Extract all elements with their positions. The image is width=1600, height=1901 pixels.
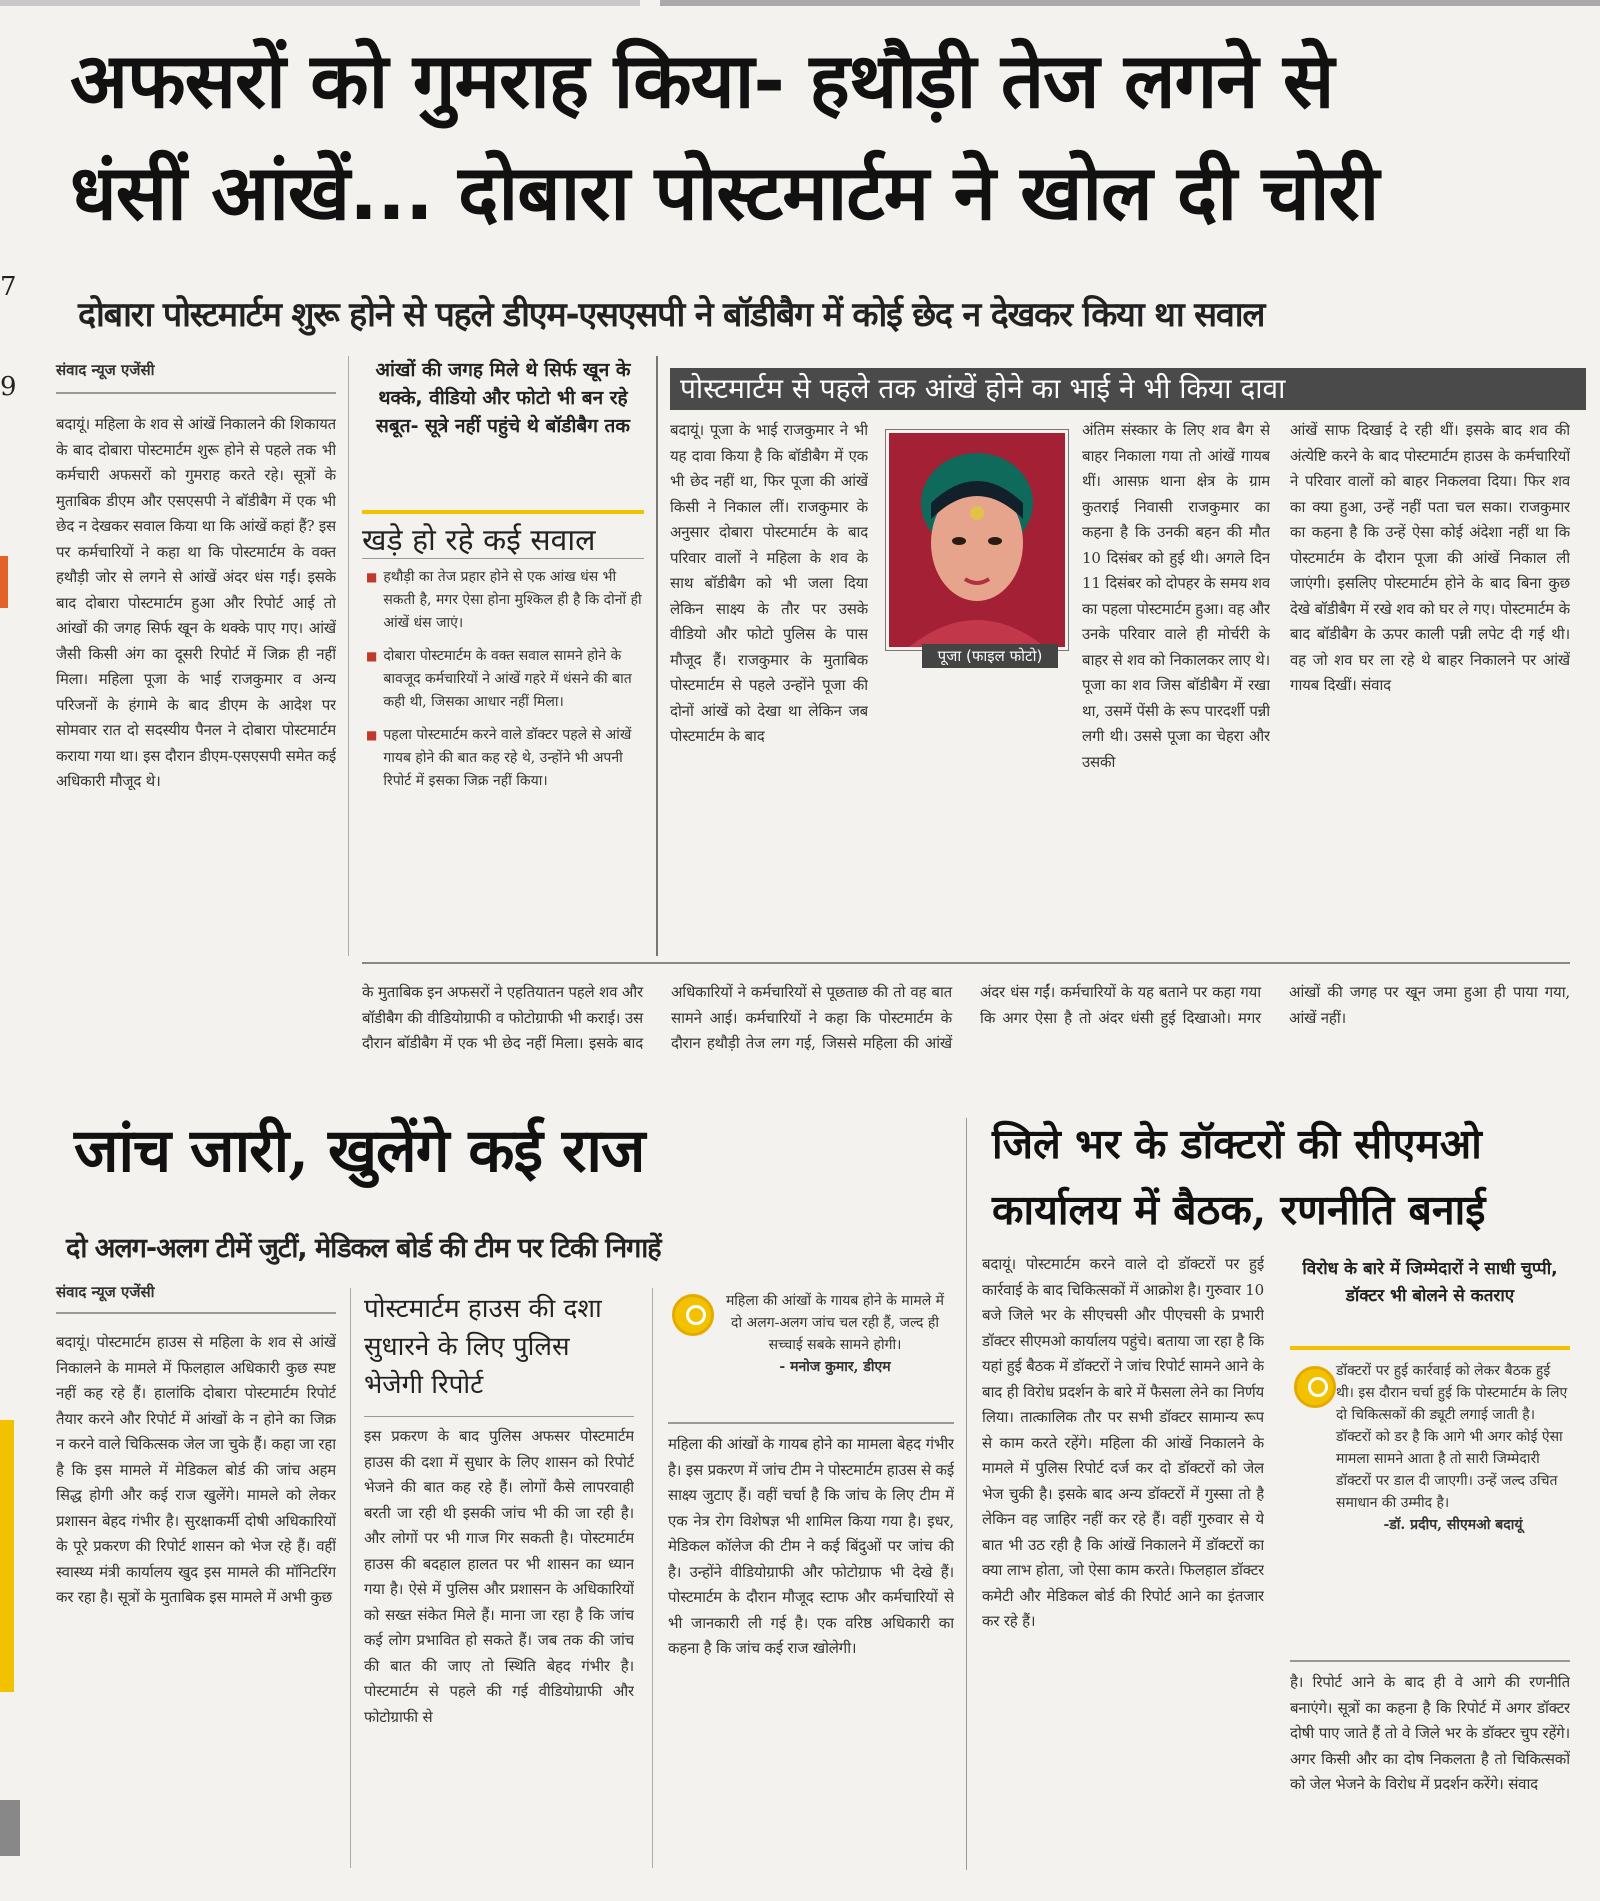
edge-gray-mark — [0, 1800, 20, 1856]
probe-headline: जांच जारी, खुलेंगे कई राज — [74, 1116, 645, 1186]
doctors-story-col1: बदायूं। पोस्टमार्टम करने वाले दो डॉक्टरों पर हुई कार्रवाई के बाद चिकित्सकों में आक्रोश है। गुरुवार 10 बजे जिले भर के सीएचसी और पीएचसी के प्रभारी डॉक्टर सीएमओ कार्यालय पहुंचे। बताया जा रहा है कि यहां हुई बैठक में डॉक्टरों ने जांच रिपोर्ट सामने आने के बाद ही विरोध प्रदर्शन के बारे में फैसला लेने का निर्णय लिया। तात्कालिक तौर पर सभी डॉक्टर सामान्य रूप से काम करते रहेंगे। महिला की आंखें निकालने के मामले में पुलिस रिपोर्ट दर्ज कर दो डॉक्टरों को जेल भेज चुकी है। इसके बाद अन्य डॉक्टरों में गुस्सा तो है लेकिन वह जाहिर नहीं कर रहे हैं। वहीं गुरुवार से ये बात भी उठ रही है कि आंखें निकालने में डॉक्टरों का क्या लाभ होता, जो ऐसा काम करते। फिलहाल डॉक्टर कमेटी और मेडिकल बोर्ड की रिपोर्ट आने का इंतजार कर रहे हैं। — [982, 1255, 1264, 1630]
portrait-image — [889, 433, 1065, 647]
bullet-icon: ■ — [366, 728, 378, 742]
question-item — [366, 645, 644, 714]
question-text: पहला पोस्टमार्टम करने वाले डॉक्टर पहले से आंखें गायब होने की बात कह रहे थे, उन्होंने भी अपनी रिपोर्ट में इसका जिक्र नहीं किया। — [383, 727, 632, 789]
edge-mark: 9 — [0, 372, 17, 402]
byline-rule — [56, 1312, 336, 1314]
probe-subheadline: दो अलग-अलग टीमें जुटीं, मेडिकल बोर्ड की टीम पर टिकी निगाहें — [66, 1233, 661, 1264]
vertical-rule — [652, 1288, 653, 1868]
top-sidebox-title: आंखों की जगह मिले थे सिर्फ खून के थक्के, वीडियो और फोटो भी बन रहे सबूत- सूत्रे नहीं पहुंचे थे बॉडीबैग तक — [375, 359, 631, 437]
byline-rule — [56, 392, 336, 394]
vertical-rule — [966, 1118, 967, 1870]
question-item — [366, 724, 644, 793]
doctors-sidebox-title: विरोध के बारे में जिम्मेदारों ने साधी चुप्पी, डॉक्टर भी बोलने से कतराए — [1302, 1259, 1558, 1306]
question-item — [366, 566, 644, 635]
edge-orange-mark — [0, 556, 8, 608]
top-headline-line1: अफसरों को गुमराह किया- हथौड़ी तेज लगने से — [70, 36, 1334, 125]
doctors-quote-author: -डॉ. प्रदीप, सीएमओ बदायूं — [1383, 1517, 1523, 1533]
doctors-headline-line2: कार्यालय में बैठक, रणनीति बनाई — [992, 1186, 1486, 1234]
doctors-yellow-rule — [1290, 1346, 1570, 1350]
sidebox-yellow-rule — [362, 510, 644, 514]
doctors-story-col3: है। रिपोर्ट आने के बाद ही वे आगे की रणनीति बनाएंगे। सूत्रों का कहना है कि रिपोर्ट में अगर डॉक्टर दोषी पाए जाते हैं तो वे जिले भर के डॉक्टर चुप रहेंगे। अगर किसी और का दोष निकलता है तो चिकित्सकों को जेल भेजने के विरोध में प्रदर्शन करेंगे। संवाद — [1290, 1673, 1570, 1793]
edge-mark: 7 — [0, 272, 17, 302]
top-headline-line2: धंसीं आंखें... दोबारा पोस्टमार्टम ने खोल दी चोरी — [70, 148, 1379, 237]
probe-quote-author: - मनोज कुमार, डीएम — [779, 1359, 891, 1375]
vertical-rule — [656, 356, 658, 956]
question-text: दोबारा पोस्टमार्टम के वक्त सवाल सामने होने के बावजूद कर्मचारियों ने आंखें गहरे में धंसने की बात कही थी, जिसका आधार नहीं मिला। — [383, 648, 632, 710]
brother-story-col1: बदायूं। पूजा के भाई राजकुमार ने भी यह दावा किया है कि बॉडीबैग में एक भी छेद नहीं था, फिर पूजा की आंखें किसी ने निकाल लीं। राजकुमार के अनुसार दोबारा पोस्टमार्टम के बाद परिवार वालों ने महिला के शव के साथ बॉडीबैग को भी जला दिया लेकिन साक्ष्य के तौर पर उसके वीडियो और फोटो पुलिस के पास मौजूद हैं। राजकुमार के मुताबिक पोस्टमार्टम से पहले उन्होंने पूजा की दोनों आंखें को देखा था लेकिन जब पोस्टमार्टम के बाद — [670, 421, 868, 745]
sub2-rule — [364, 1416, 634, 1417]
continuation-rule — [362, 962, 1570, 964]
top-story-col1: बदायूं। महिला के शव से आंखें निकालने की शिकायत के बाद दोबारा पोस्टमार्टम शुरू होने से पहले तक भी कर्मचारी अफसरों को गुमराह करते रहे। सूत्रों के मुताबिक डीएम और एसएसपी ने बॉडीबैग में एक भी छेद न देखकर सवाल किया था कि आंखें कहां हैं? इस पर कर्मचारियों ने कहा था कि पोस्टमार्टम के वक्त हथौड़ी जोर से लगने से आंखें अंदर धंस गईं। इसके बाद दोबारा पोस्टमार्टम हुआ और रिपोर्ट आई तो आंखों की जगह सिर्फ खून के थक्के पाए गए। आंखें जैसी किसी अंग का दूसरी रिपोर्ट में जिक्र ही नहीं मिला। महिला पूजा के भाई राजकुमार व अन्य परिजनों के हंगामे के बाद डीएम के आदेश पर सोमवार रात दो सदस्यीय पैनल ने दोबारा पोस्टमार्टम कराया गया था। इस दौरान डीएम-एसएसपी समेत कई अधिकारी मौजूद थे। — [56, 415, 336, 790]
question-text: हथौड़ी का तेज प्रहार होने से एक आंख धंस भी सकती है, मगर ऐसा होना मुश्किल ही है कि दोनों ही आंखें धंस जाएं। — [383, 569, 642, 631]
quote-rule — [668, 1422, 954, 1424]
questions-title: खड़े हो रहे कई सवाल — [362, 523, 596, 558]
questions-list — [366, 566, 644, 803]
doctors-headline-line1: जिले भर के डॉक्टरों की सीएमओ — [992, 1120, 1482, 1168]
probe-sub2-title: पोस्टमार्टम हाउस की दशा सुधारने के लिए पुलिस भेजेगी रिपोर्ट — [364, 1294, 602, 1400]
vertical-rule — [348, 356, 349, 956]
top-byline: संवाद न्यूज एजेंसी — [56, 361, 155, 379]
brother-story-col2: अंतिम संस्कार के लिए शव बैग से बाहर निकाला गया तो आंखें गायब थीं। आसफ़ थाना क्षेत्र के ग्राम कुतराई निवासी राजकुमार का कहना है कि उनकी बहन की मौत 10 दिसंबर को हुई थी। अगले दिन 11 दिसंबर को दोपहर के समय शव का पहला पोस्टमार्टम हुआ। वह और उनके परिवार वाले ही मोर्चरी के बाहर से शव को निकालकर लाए थे। पूजा का शव जिस बॉडीबैग में रखा था, उसमें पेंसी के रूप पारदर्शी पन्नी लगी थी। उससे पूजा का चेहरा और उसकी — [1082, 421, 1270, 771]
doctors-quote-text: डॉक्टरों पर हुई कार्रवाई को लेकर बैठक हुई थी। इस दौरान चर्चा हुई कि पोस्टमार्टम के लिए दो चिकित्सकों की ड्यूटी लगाई जाती है। डॉक्टरों को डर है कि आगे भी अगर कोई ऐसा मामला सामने आता है तो सारी जिम्मेदारी डॉक्टरों पर डाल दी जाएगी। उन्हें जल्द उचित समाधान की उम्मीद है। — [1336, 1363, 1568, 1511]
bullet-icon: ■ — [366, 649, 378, 663]
probe-quote — [720, 1290, 950, 1378]
doctors-quote — [1336, 1360, 1570, 1536]
questions-rule — [362, 558, 644, 559]
top-border — [0, 0, 640, 6]
brother-story-banner: पोस्टमार्टम से पहले तक आंखें होने का भाई ने भी किया दावा — [670, 368, 1586, 410]
probe-story-col1: बदायूं। पोस्टमार्टम हाउस से महिला के शव से आंखें निकालने के मामले में फिलहाल अधिकारी कुछ स्पष्ट नहीं कह रहे हैं। हालांकि दोबारा पोस्टमार्टम रिपोर्ट तैयार करने और रिपोर्ट में आंखों के न होने का जिक्र न करने वाले चिकित्सक जेल जा चुके हैं। कहा जा रहा है कि इस मामले में मेडिकल बोर्ड की जांच अहम सिद्ध होगी और कई राज खुलेंगे। मामले को लेकर प्रशासन बेहद गंभीर है। सुरक्षाकर्मी दोषी अधिकारियों के पूरे प्रकरण की रिपोर्ट शासन को भेज रहे हैं। वहीं स्वास्थ्य मंत्री कार्यालय खुद इस मामले की मॉनिटरिंग कर रहा है। सूत्रों के मुताबिक इस मामले में अभी कुछ — [56, 1333, 336, 1606]
probe-sub2-text: इस प्रकरण के बाद पुलिस अफसर पोस्टमार्टम हाउस की दशा में सुधार के लिए शासन को रिपोर्ट भेजने की बात कह रहे हैं। लोगों कैसे लापरवाही बरती जा रही थी इसकी जांच भी की जा रही है। और लोगों पर भी गाज गिर सकती है। पोस्टमार्टम हाउस की बदहाल हालत पर भी शासन का ध्यान गया है। ऐसे में पुलिस और प्रशासन के अधिकारियों को सख्त संकेत मिले हैं। माना जा रहा है कि जांच कई लोग प्रभावित हो सकते हैं। जब तक की जांच की बात की जाए तो स्थिति बेहद गंभीर है। पोस्टमार्टम से पहले की गई वीडियोग्राफी और फोटोग्राफी से — [364, 1427, 634, 1726]
probe-story-col3: महिला की आंखों के गायब होने का मामला बेहद गंभीर है। इस प्रकरण में जांच टीम ने पोस्टमार्टम हाउस से कई साक्ष्य जुटाए हैं। वहीं चर्चा है कि जांच के लिए टीम में एक नेत्र रोग विशेषज्ञ भी शामिल किया गया है। इधर, मेडिकल कॉलेज की टीम ने कई बिंदुओं पर जांच की है। उन्होंने वीडियोग्राफी और फोटोग्राफ भी देखे हैं। पोस्टमार्टम के दौरान मौजूद स्टाफ और कर्मचारियों से भी जानकारी ली गई है। एक वरिष्ठ अधिकारी का कहना है कि जांच कई राज खोलेगी। — [668, 1435, 954, 1657]
top-story-continuation: के मुताबिक इन अफसरों ने एहतियातन पहले शव और बॉडीबैग की वीडियोग्राफी व फोटोग्राफी भी कराई। उस दौरान बॉडीबैग में एक भी छेद नहीं मिला। इसके बाद अधिकारियों ने कर्मचारियों से पूछताछ की तो वह बात सामने आई। कर्मचारियों ने कहा कि पोस्टमार्टम के दौरान हथौड़ी तेज लग गई, जिससे महिला की आंखें अंदर धंस गईं। कर्मचारियों के यह बताने पर कहा गया कि अगर ऐसा है तो अंदर धंसी हुई दिखाओ। मगर आंखों की जगह पर खून जमा हुआ ही पाया गया, आंखें नहीं। — [362, 983, 1570, 1052]
victim-photo — [886, 430, 1068, 650]
quote-rule — [1290, 1660, 1570, 1662]
probe-byline: संवाद न्यूज एजेंसी — [56, 1283, 155, 1301]
top-subheadline: दोबारा पोस्टमार्टम शुरू होने से पहले डीएम-एसएसपी ने बॉडीबैग में कोई छेद न देखकर किया था सवाल — [78, 295, 1265, 335]
probe-quote-text: महिला की आंखों के गायब होने के मामले में दो अलग-अलग जांच चल रही हैं, जल्द ही सच्चाई सबके सामने होगी। — [725, 1293, 945, 1353]
bullet-icon: ■ — [366, 570, 378, 584]
edge-yellow-mark — [0, 1420, 14, 1692]
photo-caption: पूजा (फाइल फोटो) — [922, 644, 1058, 668]
quote-icon — [672, 1294, 714, 1336]
vertical-rule — [350, 1288, 351, 1868]
top-border-right — [660, 0, 1600, 6]
quote-icon — [1294, 1366, 1336, 1408]
brother-story-col3: आंखें साफ दिखाई दे रही थीं। इसके बाद शव की अंत्येष्टि करने के बाद पोस्टमार्टम हाउस के कर्मचारियों ने परिवार वालों को बाहर निकलवा दिया। फिर शव का क्या हुआ, उन्हें नहीं पता चल सका। राजकुमार का कहना है कि उन्हें ऐसा कोई अंदेशा नहीं था कि पोस्टमार्टम के दौरान पूजा की आंखें निकाल ली जाएंगी। इसलिए पोस्टमार्टम होने के बाद बिना कुछ देखे बॉडीबैग में रखे शव को घर ले गए। पोस्टमार्टम के बाद बॉडीबैग के ऊपर काली पन्नी लपेट दी गई थी। वह जो शव घर ला रहे थे बाहर निकालने पर आंखें गायब दिखीं। संवाद — [1290, 421, 1570, 694]
